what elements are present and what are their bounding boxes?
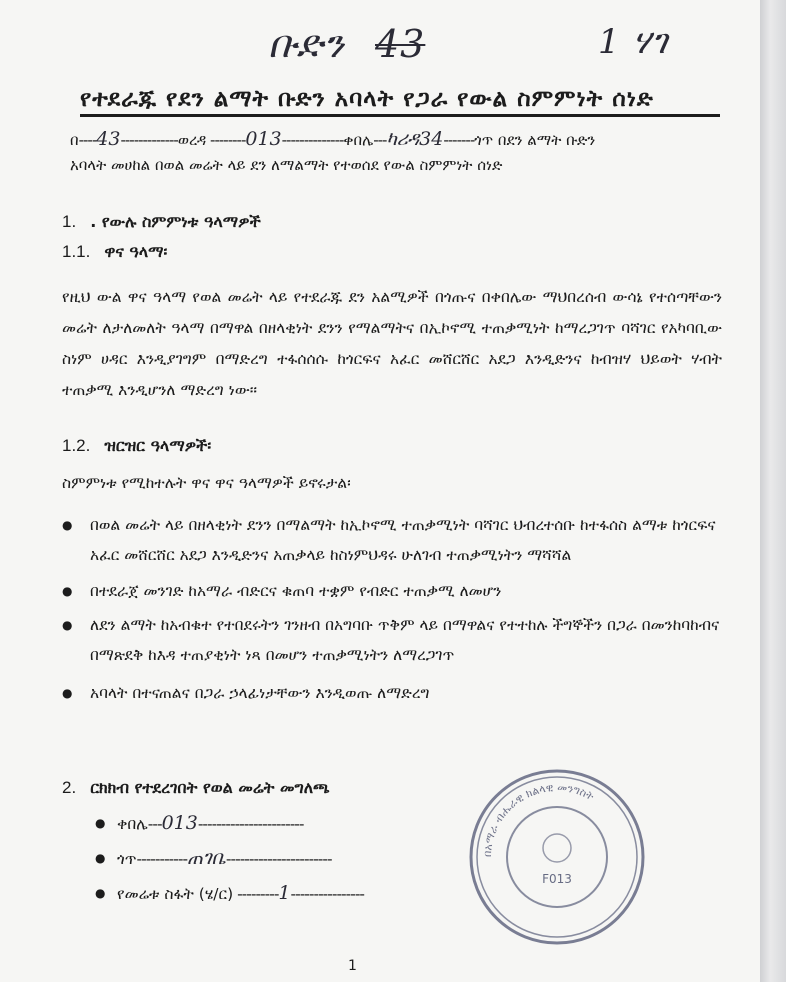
list-item: ● አባላት በተናጠልና በጋራ ኃላፊነታቸውን እንዲወጡ ለማድረግ xyxy=(62,678,742,708)
list-item: ● ለደን ልማት ከአብቁተ የተበደሩትን ገንዘብ በአግባቡ ጥቅም ላይ በማዋልና የተተከሉ ችግኞችን በጋራ በመንከባከብና በማጽደቅ ከእዳ ተጠያቂነት ነጻ በመሆን ተጠቃሚነትን ለማረጋገጥ xyxy=(62,610,742,670)
ref-woreda-value: 013 xyxy=(245,128,282,150)
ref-prefix: በ xyxy=(70,131,79,149)
area-value: 1 xyxy=(278,882,291,904)
section-1-heading xyxy=(62,212,261,232)
got-value: ጠገቤ xyxy=(187,847,226,869)
kebele-value: 013 xyxy=(161,812,198,834)
page-edge xyxy=(760,0,786,982)
kebele-label: ቀበሌ xyxy=(117,815,148,833)
ref-kebele-label: ቀበሌ xyxy=(343,131,374,149)
main-objective-paragraph: የዚህ ውል ዋና ዓላማ የወል መሬት ላይ የተደራጁ ደን አልሚዎች በጎጡና በቀበሌው ማህበረሰብ ውሳኔ የተሰጣቸውን መሬት ለታለመለት ዓላማ በማዋል በዘላቂነት ደንን የማልማትና በኢኮኖሚ ተጠቃሚነት ከማረጋገጥ ባሻገር የአካባቢው ስነም ሀዳር እንዲያገግም በማድረግ ተፋሰሰሱ ከጎርፍና አፈር መሸርሸር አደጋ እንዲድንና ከብዝሃ ህይወት ሃብት ተጠቃሚ እንዲሆንለ ማድረግ ነው፡፡ xyxy=(62,288,722,399)
official-stamp xyxy=(468,768,646,946)
section-1-number: 1. xyxy=(62,212,77,231)
section-1-title: . የውሉ ስምምነቱ ዓላማዎች xyxy=(90,212,261,231)
got-label: ጎጥ xyxy=(117,850,137,868)
handwritten-corner-note: 1 ሃገ xyxy=(598,22,669,62)
stamp-inner-text: F013 xyxy=(542,872,572,886)
section-1-2-heading xyxy=(62,436,211,456)
section-2-number: 2. xyxy=(62,778,77,797)
reference-line: በ----43-------------ወረዳ --------013--------------ቀበሌ---ካሪዳ34-------ጎጥ በደን ልማት ቡድን xyxy=(70,128,596,150)
list-item: ● በተደራጀ መንገድ ከአማራ ብድርና ቁጠባ ተቋም የብድር ተጠቃሚ ለመሆን xyxy=(62,576,742,606)
handwritten-group-number: 43 xyxy=(375,22,426,66)
ref-kebele-value: ካሪዳ34 xyxy=(386,128,444,150)
page-number: 1 xyxy=(348,958,357,974)
section-1-2-number: 1.2. xyxy=(62,436,91,455)
ref-got-label: ጎጥ በደን ልማት ቡድን xyxy=(474,131,596,149)
section-1-1-heading xyxy=(62,242,167,262)
intro-line: አባላት መሀከል በወል መሬት ላይ ደን ለማልማት የተወሰደ የውል ስምምነት ሰነድ xyxy=(70,156,503,174)
specific-objectives-intro: ስምምነቱ የሚከተሉት ዋና ዋና ዓላማዎች ይኖሩታል፡ xyxy=(62,474,351,492)
specific-objectives-list xyxy=(62,510,742,708)
section-1-2-title: ዝርዝር ዓላማዎች፡ xyxy=(104,436,212,455)
list-item: ● በወል መሬት ላይ በዘላቂነት ደንን በማልማት ከኢኮኖሚ ተጠቃሚነት ባሻገር ህብረተሰቡ ከተፋሰስ ልማቱ ከጎርፍና አፈር መሸርሸር አደጋ እንዲድንና አጠቃላይ ከስነምህዳሩ ሁለገብ ተጠቃሚነትን ማሻሻል xyxy=(62,510,742,570)
list-item: ● ጎጥ-----------ጠገቤ----------------------- xyxy=(95,841,535,876)
stamp-outer-text: በአማራ ብሔራዊ ክልላዊ መንግስት xyxy=(480,780,597,858)
section-2-title: ርክክብ የተደረገበት የወል መሬት መግለጫ xyxy=(90,778,330,797)
section-1-1-title: ዋና ዓላማ፡ xyxy=(104,242,168,261)
ref-group-no: 43 xyxy=(96,128,121,150)
area-label: የመሬቱ ስፋት (ሄ/ር) xyxy=(117,885,234,903)
section-1-1-number: 1.1. xyxy=(62,242,91,261)
document-title: የተደራጁ የደን ልማት ቡድን አባላት የጋራ የውል ስምምነት ሰነድ xyxy=(80,86,720,117)
list-item: ● ቀበሌ---013----------------------- xyxy=(95,806,535,841)
section-2-heading xyxy=(62,778,330,798)
ref-woreda-label: ወረዳ xyxy=(177,131,207,149)
handwritten-group-label: ቡድን xyxy=(268,22,345,66)
list-item: ● የመሬቱ ስፋት (ሄ/ር) ---------1---------------- xyxy=(95,876,535,911)
